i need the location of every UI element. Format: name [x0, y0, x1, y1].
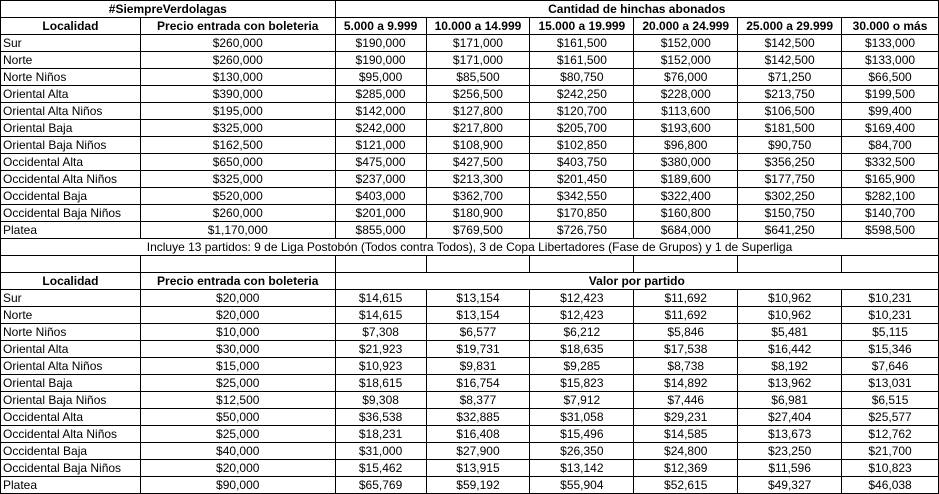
sheet-body [1, 1, 939, 494]
value-cell[interactable]: $10,962 [738, 290, 842, 307]
value-cell[interactable]: $14,892 [634, 375, 738, 392]
value-cell[interactable]: $282,100 [842, 188, 939, 205]
value-cell[interactable]: $193,600 [634, 120, 738, 137]
value-cell[interactable]: $108,900 [426, 137, 530, 154]
precio-cell[interactable]: $25,000 [140, 426, 335, 443]
table-row [1, 426, 939, 443]
empty-cell[interactable] [1, 256, 141, 273]
spacer-row [1, 256, 939, 273]
value-cell[interactable]: $7,308 [335, 324, 426, 341]
localidad-cell[interactable]: Norte [1, 307, 141, 324]
precio-cell[interactable]: $390,000 [140, 86, 335, 103]
value-cell[interactable]: $133,000 [842, 52, 939, 69]
table-row [1, 35, 939, 52]
precio-cell[interactable]: $15,000 [140, 358, 335, 375]
value-cell[interactable]: $133,000 [842, 35, 939, 52]
table-row [1, 392, 939, 409]
value-cell[interactable]: $256,500 [426, 86, 530, 103]
table-row [1, 171, 939, 188]
value-cell[interactable]: $285,000 [335, 86, 426, 103]
value-cell[interactable]: $15,823 [530, 375, 634, 392]
value-cell[interactable]: $21,923 [335, 341, 426, 358]
precio-cell[interactable]: $25,000 [140, 375, 335, 392]
localidad-cell[interactable]: Oriental Alta [1, 86, 141, 103]
value-cell[interactable]: $15,496 [530, 426, 634, 443]
value-cell[interactable]: $213,300 [426, 171, 530, 188]
valor-partido-header[interactable]: Valor por partido [335, 273, 938, 290]
value-cell[interactable]: $6,212 [530, 324, 634, 341]
table-row [1, 460, 939, 477]
value-cell[interactable]: $16,408 [426, 426, 530, 443]
value-cell[interactable]: $55,904 [530, 477, 634, 494]
value-cell[interactable]: $13,673 [738, 426, 842, 443]
value-cell[interactable]: $201,450 [530, 171, 634, 188]
value-cell[interactable]: $99,400 [842, 103, 939, 120]
value-cell[interactable]: $598,500 [842, 222, 939, 239]
precio-cell[interactable]: $162,500 [140, 137, 335, 154]
value-cell[interactable]: $12,423 [530, 290, 634, 307]
value-cell[interactable]: $27,900 [426, 443, 530, 460]
value-cell[interactable]: $237,000 [335, 171, 426, 188]
value-cell[interactable]: $11,596 [738, 460, 842, 477]
localidad-cell[interactable]: Oriental Alta Niños [1, 358, 141, 375]
table-row [1, 290, 939, 307]
value-cell[interactable]: $19,731 [426, 341, 530, 358]
table-row [1, 154, 939, 171]
value-cell[interactable]: $11,692 [634, 290, 738, 307]
value-cell[interactable]: $302,250 [738, 188, 842, 205]
value-cell[interactable]: $6,515 [842, 392, 939, 409]
precio-cell[interactable]: $10,000 [140, 324, 335, 341]
value-cell[interactable]: $217,800 [426, 120, 530, 137]
value-cell[interactable]: $21,700 [842, 443, 939, 460]
abonados-group-header[interactable]: Cantidad de hinchas abonados [335, 1, 938, 18]
note-row [1, 239, 939, 256]
localidad-cell[interactable]: Oriental Baja [1, 120, 141, 137]
table-row [1, 375, 939, 392]
value-cell[interactable]: $160,800 [634, 205, 738, 222]
table-row [1, 477, 939, 494]
value-cell[interactable]: $5,846 [634, 324, 738, 341]
value-cell[interactable]: $15,462 [335, 460, 426, 477]
header-range[interactable]: 10.000 a 14.999 [426, 18, 530, 35]
value-cell[interactable]: $189,600 [634, 171, 738, 188]
value-cell[interactable]: $152,000 [634, 52, 738, 69]
table-row [1, 69, 939, 86]
empty-cell[interactable] [738, 256, 842, 273]
value-cell[interactable]: $84,700 [842, 137, 939, 154]
empty-cell[interactable] [842, 256, 939, 273]
value-cell[interactable]: $161,500 [530, 35, 634, 52]
value-cell[interactable]: $641,250 [738, 222, 842, 239]
value-cell[interactable]: $66,500 [842, 69, 939, 86]
header-range[interactable]: 20.000 a 24.999 [634, 18, 738, 35]
header-precio[interactable]: Precio entrada con boleteria [140, 273, 335, 290]
value-cell[interactable]: $190,000 [335, 35, 426, 52]
precio-cell[interactable]: $20,000 [140, 460, 335, 477]
localidad-cell[interactable]: Occidental Baja Niños [1, 205, 141, 222]
value-cell[interactable]: $10,923 [335, 358, 426, 375]
precio-cell[interactable]: $195,000 [140, 103, 335, 120]
value-cell[interactable]: $10,962 [738, 307, 842, 324]
value-cell[interactable]: $106,500 [738, 103, 842, 120]
table-row [1, 120, 939, 137]
value-cell[interactable]: $7,646 [842, 358, 939, 375]
localidad-cell[interactable]: Occidental Alta [1, 409, 141, 426]
value-cell[interactable]: $13,142 [530, 460, 634, 477]
value-cell[interactable]: $170,850 [530, 205, 634, 222]
value-cell[interactable]: $177,750 [738, 171, 842, 188]
value-cell[interactable]: $14,615 [335, 307, 426, 324]
value-cell[interactable]: $190,000 [335, 52, 426, 69]
top-header-row [1, 18, 939, 35]
precio-cell[interactable]: $40,000 [140, 443, 335, 460]
value-cell[interactable]: $13,031 [842, 375, 939, 392]
value-cell[interactable]: $7,912 [530, 392, 634, 409]
table-row [1, 188, 939, 205]
value-cell[interactable]: $18,635 [530, 341, 634, 358]
value-cell[interactable]: $102,850 [530, 137, 634, 154]
value-cell[interactable]: $15,346 [842, 341, 939, 358]
value-cell[interactable]: $684,000 [634, 222, 738, 239]
empty-cell[interactable] [530, 256, 634, 273]
value-cell[interactable]: $95,000 [335, 69, 426, 86]
value-cell[interactable]: $8,377 [426, 392, 530, 409]
value-cell[interactable]: $90,750 [738, 137, 842, 154]
localidad-cell[interactable]: Norte [1, 52, 141, 69]
header-localidad[interactable]: Localidad [1, 18, 141, 35]
value-cell[interactable]: $342,550 [530, 188, 634, 205]
precio-cell[interactable]: $520,000 [140, 188, 335, 205]
value-cell[interactable]: $18,615 [335, 375, 426, 392]
value-cell[interactable]: $427,500 [426, 154, 530, 171]
value-cell[interactable]: $16,754 [426, 375, 530, 392]
precio-cell[interactable]: $1,170,000 [140, 222, 335, 239]
table-row [1, 324, 939, 341]
value-cell[interactable]: $96,800 [634, 137, 738, 154]
value-cell[interactable]: $5,115 [842, 324, 939, 341]
precio-cell[interactable]: $325,000 [140, 120, 335, 137]
value-cell[interactable]: $9,285 [530, 358, 634, 375]
header-range[interactable]: 30.000 o más [842, 18, 939, 35]
value-cell[interactable]: $10,231 [842, 290, 939, 307]
value-cell[interactable]: $13,154 [426, 290, 530, 307]
value-cell[interactable]: $65,769 [335, 477, 426, 494]
value-cell[interactable]: $332,500 [842, 154, 939, 171]
value-cell[interactable]: $52,615 [634, 477, 738, 494]
value-cell[interactable]: $242,000 [335, 120, 426, 137]
value-cell[interactable]: $12,762 [842, 426, 939, 443]
value-cell[interactable]: $29,231 [634, 409, 738, 426]
value-cell[interactable]: $403,750 [530, 154, 634, 171]
value-cell[interactable]: $14,585 [634, 426, 738, 443]
table-row [1, 409, 939, 426]
value-cell[interactable]: $228,000 [634, 86, 738, 103]
precio-cell[interactable]: $50,000 [140, 409, 335, 426]
value-cell[interactable]: $769,500 [426, 222, 530, 239]
localidad-cell[interactable]: Occidental Alta Niños [1, 171, 141, 188]
value-cell[interactable]: $85,500 [426, 69, 530, 86]
value-cell[interactable]: $205,700 [530, 120, 634, 137]
table-row [1, 86, 939, 103]
value-cell[interactable]: $13,915 [426, 460, 530, 477]
value-cell[interactable]: $7,446 [634, 392, 738, 409]
precio-cell[interactable]: $260,000 [140, 205, 335, 222]
value-cell[interactable]: $171,000 [426, 35, 530, 52]
precio-cell[interactable]: $650,000 [140, 154, 335, 171]
value-cell[interactable]: $169,400 [842, 120, 939, 137]
value-cell[interactable]: $150,750 [738, 205, 842, 222]
localidad-cell[interactable]: Occidental Alta [1, 154, 141, 171]
table-row [1, 103, 939, 120]
value-cell[interactable]: $855,000 [335, 222, 426, 239]
precio-cell[interactable]: $260,000 [140, 52, 335, 69]
value-cell[interactable]: $6,577 [426, 324, 530, 341]
empty-cell[interactable] [426, 256, 530, 273]
table-row [1, 307, 939, 324]
value-cell[interactable]: $12,423 [530, 307, 634, 324]
value-cell[interactable]: $199,500 [842, 86, 939, 103]
value-cell[interactable]: $6,981 [738, 392, 842, 409]
value-cell[interactable]: $80,750 [530, 69, 634, 86]
value-cell[interactable]: $9,308 [335, 392, 426, 409]
value-cell[interactable]: $403,000 [335, 188, 426, 205]
localidad-cell[interactable]: Platea [1, 222, 141, 239]
value-cell[interactable]: $475,000 [335, 154, 426, 171]
value-cell[interactable]: $8,192 [738, 358, 842, 375]
value-cell[interactable]: $140,700 [842, 205, 939, 222]
value-cell[interactable]: $165,900 [842, 171, 939, 188]
value-cell[interactable]: $181,500 [738, 120, 842, 137]
localidad-cell[interactable]: Norte Niños [1, 324, 141, 341]
sheet-title[interactable]: #SiempreVerdolagas [1, 1, 336, 18]
value-cell[interactable]: $322,400 [634, 188, 738, 205]
value-cell[interactable]: $12,369 [634, 460, 738, 477]
value-cell[interactable]: $201,000 [335, 205, 426, 222]
localidad-cell[interactable]: Oriental Baja [1, 375, 141, 392]
value-cell[interactable]: $142,500 [738, 35, 842, 52]
localidad-cell[interactable]: Oriental Baja Niños [1, 137, 141, 154]
bottom-header-row [1, 273, 939, 290]
top-title-row [1, 1, 939, 18]
value-cell[interactable]: $726,750 [530, 222, 634, 239]
header-precio[interactable]: Precio entrada con boleteria [140, 18, 335, 35]
value-cell[interactable]: $14,615 [335, 290, 426, 307]
value-cell[interactable]: $5,481 [738, 324, 842, 341]
value-cell[interactable]: $31,058 [530, 409, 634, 426]
value-cell[interactable]: $180,900 [426, 205, 530, 222]
value-cell[interactable]: $380,000 [634, 154, 738, 171]
value-cell[interactable]: $76,000 [634, 69, 738, 86]
header-range[interactable]: 25.000 a 29.999 [738, 18, 842, 35]
localidad-cell[interactable]: Occidental Alta Niños [1, 426, 141, 443]
header-localidad[interactable]: Localidad [1, 273, 141, 290]
value-cell[interactable]: $362,700 [426, 188, 530, 205]
value-cell[interactable]: $59,192 [426, 477, 530, 494]
value-cell[interactable]: $49,327 [738, 477, 842, 494]
table-row [1, 443, 939, 460]
value-cell[interactable]: $10,231 [842, 307, 939, 324]
value-cell[interactable]: $142,500 [738, 52, 842, 69]
table-row [1, 205, 939, 222]
value-cell[interactable]: $36,538 [335, 409, 426, 426]
value-cell[interactable]: $161,500 [530, 52, 634, 69]
value-cell[interactable]: $242,250 [530, 86, 634, 103]
localidad-cell[interactable]: Oriental Baja Niños [1, 392, 141, 409]
header-range[interactable]: 5.000 a 9.999 [335, 18, 426, 35]
value-cell[interactable]: $31,000 [335, 443, 426, 460]
empty-cell[interactable] [140, 256, 335, 273]
value-cell[interactable]: $11,692 [634, 307, 738, 324]
value-cell[interactable]: $16,442 [738, 341, 842, 358]
value-cell[interactable]: $24,800 [634, 443, 738, 460]
localidad-cell[interactable]: Occidental Baja [1, 443, 141, 460]
value-cell[interactable]: $121,000 [335, 137, 426, 154]
value-cell[interactable]: $32,885 [426, 409, 530, 426]
localidad-cell[interactable]: Oriental Alta [1, 341, 141, 358]
value-cell[interactable]: $120,700 [530, 103, 634, 120]
localidad-cell[interactable]: Sur [1, 290, 141, 307]
localidad-cell[interactable]: Occidental Baja [1, 188, 141, 205]
precio-cell[interactable]: $325,000 [140, 171, 335, 188]
header-range[interactable]: 15.000 a 19.999 [530, 18, 634, 35]
value-cell[interactable]: $113,600 [634, 103, 738, 120]
table-row [1, 52, 939, 69]
value-cell[interactable]: $10,823 [842, 460, 939, 477]
value-cell[interactable]: $26,350 [530, 443, 634, 460]
value-cell[interactable]: $152,000 [634, 35, 738, 52]
value-cell[interactable]: $8,738 [634, 358, 738, 375]
precio-cell[interactable]: $20,000 [140, 290, 335, 307]
value-cell[interactable]: $17,538 [634, 341, 738, 358]
empty-cell[interactable] [335, 256, 426, 273]
localidad-cell[interactable]: Norte Niños [1, 69, 141, 86]
precio-cell[interactable]: $12,500 [140, 392, 335, 409]
precio-cell[interactable]: $90,000 [140, 477, 335, 494]
precio-cell[interactable]: $130,000 [140, 69, 335, 86]
precio-cell[interactable]: $30,000 [140, 341, 335, 358]
value-cell[interactable]: $27,404 [738, 409, 842, 426]
value-cell[interactable]: $23,250 [738, 443, 842, 460]
localidad-cell[interactable]: Sur [1, 35, 141, 52]
value-cell[interactable]: $213,750 [738, 86, 842, 103]
value-cell[interactable]: $46,038 [842, 477, 939, 494]
empty-cell[interactable] [634, 256, 738, 273]
value-cell[interactable]: $142,000 [335, 103, 426, 120]
table-row [1, 222, 939, 239]
table-row [1, 341, 939, 358]
value-cell[interactable]: $25,577 [842, 409, 939, 426]
localidad-cell[interactable]: Oriental Alta Niños [1, 103, 141, 120]
table-row [1, 358, 939, 375]
value-cell[interactable]: $127,800 [426, 103, 530, 120]
value-cell[interactable]: $9,831 [426, 358, 530, 375]
value-cell[interactable]: $18,231 [335, 426, 426, 443]
value-cell[interactable]: $13,962 [738, 375, 842, 392]
precio-cell[interactable]: $20,000 [140, 307, 335, 324]
precio-cell[interactable]: $260,000 [140, 35, 335, 52]
matches-note[interactable]: Incluye 13 partidos: 9 de Liga Postobón (Todos contra Todos), 3 de Copa Libertadores (Fase de Grupos) y 1 de Superliga [1, 239, 939, 256]
value-cell[interactable]: $171,000 [426, 52, 530, 69]
localidad-cell[interactable]: Occidental Baja Niños [1, 460, 141, 477]
value-cell[interactable]: $13,154 [426, 307, 530, 324]
value-cell[interactable]: $71,250 [738, 69, 842, 86]
table-row [1, 137, 939, 154]
value-cell[interactable]: $356,250 [738, 154, 842, 171]
localidad-cell[interactable]: Platea [1, 477, 141, 494]
